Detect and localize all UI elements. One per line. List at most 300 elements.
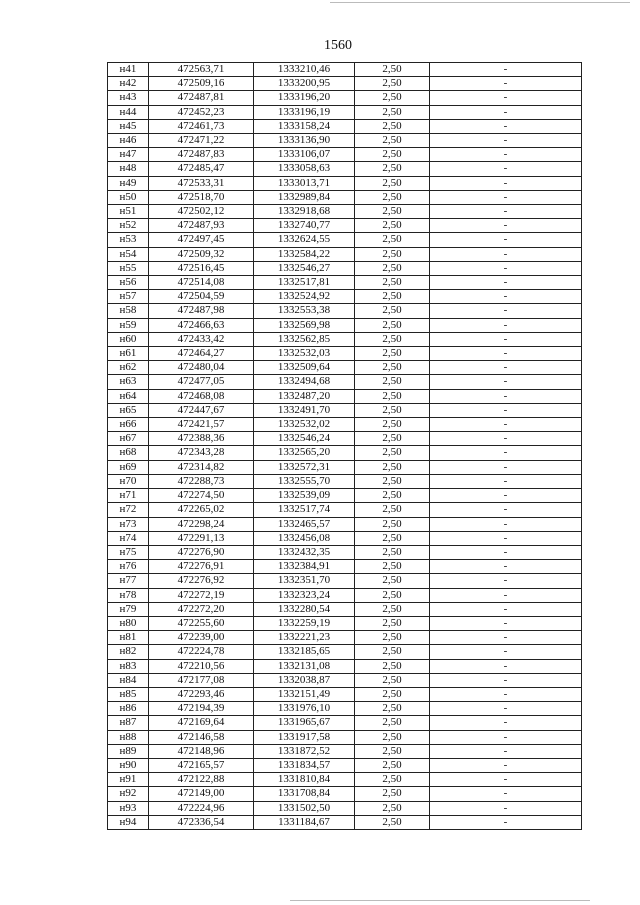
accuracy-cell: 2,50 (355, 503, 430, 517)
accuracy-cell: 2,50 (355, 645, 430, 659)
note-cell: - (430, 247, 582, 261)
x-coordinate-cell: 472487,83 (149, 148, 254, 162)
table-row (108, 730, 582, 744)
point-id-cell: н67 (108, 432, 149, 446)
accuracy-cell: 2,50 (355, 588, 430, 602)
accuracy-cell: 2,50 (355, 418, 430, 432)
x-coordinate-cell: 472464,27 (149, 347, 254, 361)
y-coordinate-cell: 1332038,87 (254, 673, 355, 687)
x-coordinate-cell: 472421,57 (149, 418, 254, 432)
x-coordinate-cell: 472177,08 (149, 673, 254, 687)
note-cell: - (430, 758, 582, 772)
point-id-cell: н76 (108, 560, 149, 574)
x-coordinate-cell: 472343,28 (149, 446, 254, 460)
table-row (108, 432, 582, 446)
x-coordinate-cell: 472336,54 (149, 815, 254, 829)
y-coordinate-cell: 1332384,91 (254, 560, 355, 574)
note-cell: - (430, 787, 582, 801)
note-cell: - (430, 318, 582, 332)
point-id-cell: н78 (108, 588, 149, 602)
x-coordinate-cell: 472480,04 (149, 361, 254, 375)
x-coordinate-cell: 472169,64 (149, 716, 254, 730)
y-coordinate-cell: 1332562,85 (254, 332, 355, 346)
note-cell: - (430, 162, 582, 176)
table-row (108, 91, 582, 105)
y-coordinate-cell: 1332546,24 (254, 432, 355, 446)
point-id-cell: н53 (108, 233, 149, 247)
x-coordinate-cell: 472210,56 (149, 659, 254, 673)
accuracy-cell: 2,50 (355, 176, 430, 190)
table-row (108, 815, 582, 829)
y-coordinate-cell: 1333013,71 (254, 176, 355, 190)
table-row (108, 332, 582, 346)
table-row (108, 375, 582, 389)
y-coordinate-cell: 1331917,58 (254, 730, 355, 744)
point-id-cell: н56 (108, 276, 149, 290)
x-coordinate-cell: 472288,73 (149, 474, 254, 488)
y-coordinate-cell: 1332918,68 (254, 205, 355, 219)
accuracy-cell: 2,50 (355, 77, 430, 91)
y-coordinate-cell: 1331502,50 (254, 801, 355, 815)
accuracy-cell: 2,50 (355, 332, 430, 346)
x-coordinate-cell: 472122,88 (149, 773, 254, 787)
note-cell: - (430, 517, 582, 531)
table-row (108, 389, 582, 403)
y-coordinate-cell: 1333158,24 (254, 119, 355, 133)
note-cell: - (430, 347, 582, 361)
note-cell: - (430, 673, 582, 687)
point-id-cell: н92 (108, 787, 149, 801)
table-row (108, 361, 582, 375)
y-coordinate-cell: 1331810,84 (254, 773, 355, 787)
note-cell: - (430, 205, 582, 219)
point-id-cell: н72 (108, 503, 149, 517)
accuracy-cell: 2,50 (355, 531, 430, 545)
note-cell: - (430, 773, 582, 787)
accuracy-cell: 2,50 (355, 105, 430, 119)
y-coordinate-cell: 1332517,81 (254, 276, 355, 290)
point-id-cell: н54 (108, 247, 149, 261)
accuracy-cell: 2,50 (355, 219, 430, 233)
accuracy-cell: 2,50 (355, 489, 430, 503)
point-id-cell: н88 (108, 730, 149, 744)
note-cell: - (430, 545, 582, 559)
point-id-cell: н49 (108, 176, 149, 190)
accuracy-cell: 2,50 (355, 134, 430, 148)
table-row (108, 574, 582, 588)
accuracy-cell: 2,50 (355, 773, 430, 787)
x-coordinate-cell: 472514,08 (149, 276, 254, 290)
point-id-cell: н66 (108, 418, 149, 432)
point-id-cell: н46 (108, 134, 149, 148)
x-coordinate-cell: 472265,02 (149, 503, 254, 517)
table-row (108, 687, 582, 701)
point-id-cell: н87 (108, 716, 149, 730)
y-coordinate-cell: 1332532,02 (254, 418, 355, 432)
y-coordinate-cell: 1332487,20 (254, 389, 355, 403)
accuracy-cell: 2,50 (355, 318, 430, 332)
accuracy-cell: 2,50 (355, 730, 430, 744)
x-coordinate-cell: 472194,39 (149, 702, 254, 716)
accuracy-cell: 2,50 (355, 815, 430, 829)
note-cell: - (430, 432, 582, 446)
point-id-cell: н81 (108, 631, 149, 645)
x-coordinate-cell: 472314,82 (149, 460, 254, 474)
note-cell: - (430, 119, 582, 133)
y-coordinate-cell: 1331965,67 (254, 716, 355, 730)
x-coordinate-cell: 472272,19 (149, 588, 254, 602)
accuracy-cell: 2,50 (355, 716, 430, 730)
table-row (108, 148, 582, 162)
x-coordinate-cell: 472255,60 (149, 616, 254, 630)
y-coordinate-cell: 1332432,35 (254, 545, 355, 559)
point-id-cell: н86 (108, 702, 149, 716)
table-row (108, 588, 582, 602)
x-coordinate-cell: 472276,90 (149, 545, 254, 559)
y-coordinate-cell: 1332569,98 (254, 318, 355, 332)
point-id-cell: н50 (108, 190, 149, 204)
note-cell: - (430, 63, 582, 77)
accuracy-cell: 2,50 (355, 304, 430, 318)
y-coordinate-cell: 1333196,19 (254, 105, 355, 119)
note-cell: - (430, 489, 582, 503)
y-coordinate-cell: 1332565,20 (254, 446, 355, 460)
accuracy-cell: 2,50 (355, 702, 430, 716)
table-row (108, 247, 582, 261)
coordinates-table (107, 62, 582, 830)
point-id-cell: н62 (108, 361, 149, 375)
table-row (108, 261, 582, 275)
x-coordinate-cell: 472533,31 (149, 176, 254, 190)
table-row (108, 205, 582, 219)
x-coordinate-cell: 472518,70 (149, 190, 254, 204)
y-coordinate-cell: 1331708,84 (254, 787, 355, 801)
y-coordinate-cell: 1333210,46 (254, 63, 355, 77)
point-id-cell: н41 (108, 63, 149, 77)
accuracy-cell: 2,50 (355, 276, 430, 290)
accuracy-cell: 2,50 (355, 63, 430, 77)
accuracy-cell: 2,50 (355, 474, 430, 488)
point-id-cell: н52 (108, 219, 149, 233)
y-coordinate-cell: 1332624,55 (254, 233, 355, 247)
x-coordinate-cell: 472433,42 (149, 332, 254, 346)
accuracy-cell: 2,50 (355, 616, 430, 630)
note-cell: - (430, 702, 582, 716)
table-row (108, 631, 582, 645)
note-cell: - (430, 602, 582, 616)
table-row (108, 659, 582, 673)
y-coordinate-cell: 1333136,90 (254, 134, 355, 148)
note-cell: - (430, 304, 582, 318)
table-row (108, 418, 582, 432)
note-cell: - (430, 389, 582, 403)
accuracy-cell: 2,50 (355, 574, 430, 588)
x-coordinate-cell: 472487,98 (149, 304, 254, 318)
accuracy-cell: 2,50 (355, 347, 430, 361)
point-id-cell: н48 (108, 162, 149, 176)
table-row (108, 517, 582, 531)
coordinates-table-container (107, 62, 582, 830)
note-cell: - (430, 560, 582, 574)
table-row (108, 77, 582, 91)
accuracy-cell: 2,50 (355, 446, 430, 460)
y-coordinate-cell: 1332989,84 (254, 190, 355, 204)
x-coordinate-cell: 472509,16 (149, 77, 254, 91)
x-coordinate-cell: 472485,47 (149, 162, 254, 176)
point-id-cell: н61 (108, 347, 149, 361)
y-coordinate-cell: 1333196,20 (254, 91, 355, 105)
table-row (108, 105, 582, 119)
table-row (108, 616, 582, 630)
point-id-cell: н43 (108, 91, 149, 105)
y-coordinate-cell: 1333058,63 (254, 162, 355, 176)
accuracy-cell: 2,50 (355, 432, 430, 446)
point-id-cell: н73 (108, 517, 149, 531)
x-coordinate-cell: 472471,22 (149, 134, 254, 148)
y-coordinate-cell: 1332555,70 (254, 474, 355, 488)
point-id-cell: н85 (108, 687, 149, 701)
point-id-cell: н44 (108, 105, 149, 119)
accuracy-cell: 2,50 (355, 233, 430, 247)
table-row (108, 801, 582, 815)
point-id-cell: н64 (108, 389, 149, 403)
note-cell: - (430, 503, 582, 517)
y-coordinate-cell: 1331872,52 (254, 744, 355, 758)
note-cell: - (430, 801, 582, 815)
table-row (108, 460, 582, 474)
accuracy-cell: 2,50 (355, 91, 430, 105)
note-cell: - (430, 261, 582, 275)
table-row (108, 531, 582, 545)
point-id-cell: н74 (108, 531, 149, 545)
table-row (108, 645, 582, 659)
scan-edge-bottom (290, 900, 590, 901)
point-id-cell: н84 (108, 673, 149, 687)
y-coordinate-cell: 1332185,65 (254, 645, 355, 659)
table-row (108, 716, 582, 730)
y-coordinate-cell: 1333200,95 (254, 77, 355, 91)
y-coordinate-cell: 1332532,03 (254, 347, 355, 361)
y-coordinate-cell: 1332553,38 (254, 304, 355, 318)
note-cell: - (430, 815, 582, 829)
table-row (108, 176, 582, 190)
x-coordinate-cell: 472149,00 (149, 787, 254, 801)
note-cell: - (430, 148, 582, 162)
note-cell: - (430, 588, 582, 602)
table-row (108, 219, 582, 233)
point-id-cell: н42 (108, 77, 149, 91)
point-id-cell: н68 (108, 446, 149, 460)
y-coordinate-cell: 1332572,31 (254, 460, 355, 474)
point-id-cell: н70 (108, 474, 149, 488)
note-cell: - (430, 716, 582, 730)
note-cell: - (430, 290, 582, 304)
point-id-cell: н63 (108, 375, 149, 389)
y-coordinate-cell: 1332221,23 (254, 631, 355, 645)
point-id-cell: н93 (108, 801, 149, 815)
point-id-cell: н83 (108, 659, 149, 673)
x-coordinate-cell: 472477,05 (149, 375, 254, 389)
note-cell: - (430, 332, 582, 346)
x-coordinate-cell: 472487,81 (149, 91, 254, 105)
x-coordinate-cell: 472276,91 (149, 560, 254, 574)
table-row (108, 758, 582, 772)
note-cell: - (430, 687, 582, 701)
x-coordinate-cell: 472291,13 (149, 531, 254, 545)
accuracy-cell: 2,50 (355, 403, 430, 417)
accuracy-cell: 2,50 (355, 261, 430, 275)
note-cell: - (430, 659, 582, 673)
table-row (108, 347, 582, 361)
accuracy-cell: 2,50 (355, 247, 430, 261)
point-id-cell: н80 (108, 616, 149, 630)
point-id-cell: н51 (108, 205, 149, 219)
note-cell: - (430, 460, 582, 474)
accuracy-cell: 2,50 (355, 162, 430, 176)
accuracy-cell: 2,50 (355, 361, 430, 375)
note-cell: - (430, 645, 582, 659)
accuracy-cell: 2,50 (355, 659, 430, 673)
x-coordinate-cell: 472298,24 (149, 517, 254, 531)
note-cell: - (430, 446, 582, 460)
table-row (108, 673, 582, 687)
x-coordinate-cell: 472563,71 (149, 63, 254, 77)
x-coordinate-cell: 472388,36 (149, 432, 254, 446)
page-number: 1560 (324, 38, 352, 53)
point-id-cell: н71 (108, 489, 149, 503)
table-row (108, 304, 582, 318)
point-id-cell: н65 (108, 403, 149, 417)
table-row (108, 560, 582, 574)
y-coordinate-cell: 1332280,54 (254, 602, 355, 616)
note-cell: - (430, 91, 582, 105)
x-coordinate-cell: 472224,96 (149, 801, 254, 815)
x-coordinate-cell: 472447,67 (149, 403, 254, 417)
table-row (108, 162, 582, 176)
x-coordinate-cell: 472148,96 (149, 744, 254, 758)
y-coordinate-cell: 1332131,08 (254, 659, 355, 673)
y-coordinate-cell: 1332465,57 (254, 517, 355, 531)
y-coordinate-cell: 1332494,68 (254, 375, 355, 389)
table-body (108, 63, 582, 830)
point-id-cell: н60 (108, 332, 149, 346)
table-row (108, 545, 582, 559)
point-id-cell: н69 (108, 460, 149, 474)
x-coordinate-cell: 472504,59 (149, 290, 254, 304)
x-coordinate-cell: 472224,78 (149, 645, 254, 659)
x-coordinate-cell: 472146,58 (149, 730, 254, 744)
y-coordinate-cell: 1332323,24 (254, 588, 355, 602)
x-coordinate-cell: 472452,23 (149, 105, 254, 119)
x-coordinate-cell: 472468,08 (149, 389, 254, 403)
point-id-cell: н58 (108, 304, 149, 318)
note-cell: - (430, 176, 582, 190)
note-cell: - (430, 375, 582, 389)
accuracy-cell: 2,50 (355, 389, 430, 403)
point-id-cell: н55 (108, 261, 149, 275)
x-coordinate-cell: 472487,93 (149, 219, 254, 233)
note-cell: - (430, 105, 582, 119)
scan-edge-top (330, 2, 630, 3)
point-id-cell: н75 (108, 545, 149, 559)
x-coordinate-cell: 472272,20 (149, 602, 254, 616)
point-id-cell: н79 (108, 602, 149, 616)
x-coordinate-cell: 472516,45 (149, 261, 254, 275)
y-coordinate-cell: 1332740,77 (254, 219, 355, 233)
accuracy-cell: 2,50 (355, 758, 430, 772)
note-cell: - (430, 730, 582, 744)
note-cell: - (430, 616, 582, 630)
x-coordinate-cell: 472509,32 (149, 247, 254, 261)
note-cell: - (430, 531, 582, 545)
accuracy-cell: 2,50 (355, 801, 430, 815)
point-id-cell: н90 (108, 758, 149, 772)
table-row (108, 744, 582, 758)
table-row (108, 773, 582, 787)
accuracy-cell: 2,50 (355, 290, 430, 304)
note-cell: - (430, 403, 582, 417)
table-row (108, 318, 582, 332)
accuracy-cell: 2,50 (355, 148, 430, 162)
table-row (108, 446, 582, 460)
note-cell: - (430, 574, 582, 588)
table-row (108, 276, 582, 290)
y-coordinate-cell: 1332524,92 (254, 290, 355, 304)
accuracy-cell: 2,50 (355, 190, 430, 204)
y-coordinate-cell: 1332517,74 (254, 503, 355, 517)
x-coordinate-cell: 472274,50 (149, 489, 254, 503)
point-id-cell: н89 (108, 744, 149, 758)
point-id-cell: н77 (108, 574, 149, 588)
accuracy-cell: 2,50 (355, 631, 430, 645)
accuracy-cell: 2,50 (355, 460, 430, 474)
y-coordinate-cell: 1332584,22 (254, 247, 355, 261)
y-coordinate-cell: 1333106,07 (254, 148, 355, 162)
table-row (108, 290, 582, 304)
note-cell: - (430, 418, 582, 432)
accuracy-cell: 2,50 (355, 545, 430, 559)
note-cell: - (430, 276, 582, 290)
y-coordinate-cell: 1332491,70 (254, 403, 355, 417)
x-coordinate-cell: 472461,73 (149, 119, 254, 133)
table-row (108, 702, 582, 716)
y-coordinate-cell: 1332151,49 (254, 687, 355, 701)
table-row (108, 233, 582, 247)
table-row (108, 134, 582, 148)
accuracy-cell: 2,50 (355, 787, 430, 801)
table-row (108, 190, 582, 204)
x-coordinate-cell: 472502,12 (149, 205, 254, 219)
y-coordinate-cell: 1332259,19 (254, 616, 355, 630)
y-coordinate-cell: 1332539,09 (254, 489, 355, 503)
accuracy-cell: 2,50 (355, 687, 430, 701)
note-cell: - (430, 190, 582, 204)
point-id-cell: н91 (108, 773, 149, 787)
y-coordinate-cell: 1331834,57 (254, 758, 355, 772)
x-coordinate-cell: 472293,46 (149, 687, 254, 701)
x-coordinate-cell: 472466,63 (149, 318, 254, 332)
table-row (108, 602, 582, 616)
accuracy-cell: 2,50 (355, 602, 430, 616)
accuracy-cell: 2,50 (355, 744, 430, 758)
point-id-cell: н59 (108, 318, 149, 332)
table-row (108, 63, 582, 77)
note-cell: - (430, 744, 582, 758)
table-row (108, 119, 582, 133)
x-coordinate-cell: 472497,45 (149, 233, 254, 247)
accuracy-cell: 2,50 (355, 205, 430, 219)
x-coordinate-cell: 472276,92 (149, 574, 254, 588)
